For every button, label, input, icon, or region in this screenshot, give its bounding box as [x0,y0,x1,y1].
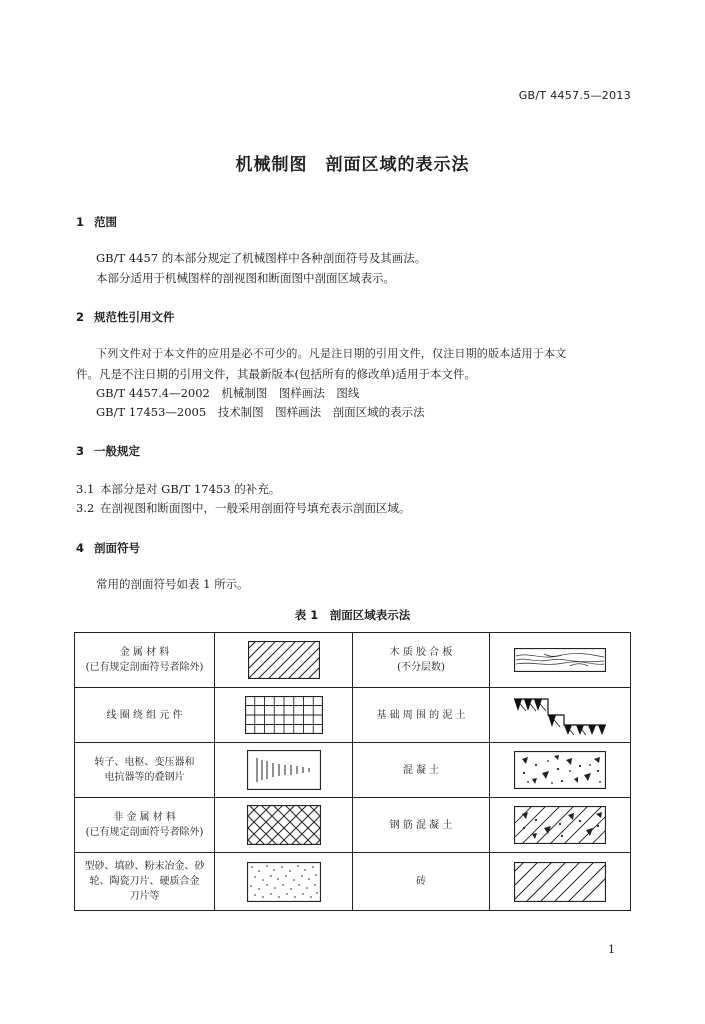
paragraph: 常用的剖面符号如表 1 所示。 [96,577,249,591]
table-row [75,688,631,743]
clause-text: 在剖视图和断面图中，一般采用剖面符号填充表示剖面区域。 [100,501,411,515]
section-number: 1 [76,215,85,229]
clause-item [76,498,411,518]
coil-grid-symbol [215,688,353,743]
soil-symbol [490,688,631,743]
concrete-symbol [490,743,631,798]
clause-text: 本部分是对 GB/T 17453 的补充。 [100,482,281,496]
reference-item: GB/T 17453—2005 技术制图 图样画法 剖面区域的表示法 [96,405,425,419]
page-number: 1 [608,943,615,956]
paragraph: 件。凡是不注日期的引用文件，其最新版本(包括所有的修改单)适用于本文件。 [76,367,476,381]
material-name-cell: 型砂、填砂、粉末冶金、砂 轮、陶瓷刀片、硬质合金 刀片等 [75,853,215,911]
material-name-cell: 钢 筋 混 凝 土 [353,798,490,853]
section-symbols-table [74,632,631,911]
clause-number: 3.2 [76,501,95,515]
material-name-cell: 混 凝 土 [353,743,490,798]
section-4-heading [76,540,140,556]
table-caption: 表 1 剖面区域表示法 [294,608,411,622]
material-name-cell: 转子、电枢、变压器和 电抗器等的叠钢片 [75,743,215,798]
clause-item [76,479,280,499]
material-name-cell: 线 圈 绕 组 元 件 [75,688,215,743]
section-number: 3 [76,444,85,458]
standard-number: GB/T 4457.5—2013 [518,89,631,102]
material-name-cell: 砖 [353,853,490,911]
plywood-symbol [490,633,631,688]
table-row [75,853,631,911]
section-2-heading [76,309,175,325]
material-name-cell: 木 质 胶 合 板 (不分层数) [353,633,490,688]
brick-hatch-symbol [490,853,631,911]
paragraph: 本部分适用于机械图样的剖视图和断面图中剖面区域表示。 [96,271,395,285]
paragraph: 下列文件对于本文件的应用是必不可少的。凡是注日期的引用文件，仅注日期的版本适用于本文 [96,347,567,360]
material-name-cell: 非 金 属 材 料 (已有规定剖面符号者除外) [75,798,215,853]
table-row [75,743,631,798]
table-row [75,798,631,853]
table-row [75,633,631,688]
sand-dots-symbol [215,853,353,911]
section-1-heading [76,214,117,230]
paragraph: GB/T 4457 的本部分规定了机械图样中各种剖面符号及其画法。 [96,251,427,265]
section-title: 一般规定 [94,444,140,458]
section-number: 2 [76,310,85,324]
material-name-cell: 基 础 周 围 的 泥 土 [353,688,490,743]
laminated-steel-symbol [215,743,353,798]
material-name-cell: 金 属 材 料 (已有规定剖面符号者除外) [75,633,215,688]
section-title: 范围 [94,215,117,229]
section-title: 剖面符号 [94,541,140,555]
reference-item: GB/T 4457.4—2002 机械制图 图样画法 图线 [96,386,360,400]
section-title: 规范性引用文件 [94,310,175,324]
reinforced-concrete-symbol [490,798,631,853]
section-number: 4 [76,541,85,555]
section-3-heading [76,443,140,459]
page-title: 机械制图 剖面区域的表示法 [235,155,470,175]
clause-number: 3.1 [76,482,95,496]
nonmetal-crosshatch-symbol [215,798,353,853]
metal-hatch-symbol [215,633,353,688]
